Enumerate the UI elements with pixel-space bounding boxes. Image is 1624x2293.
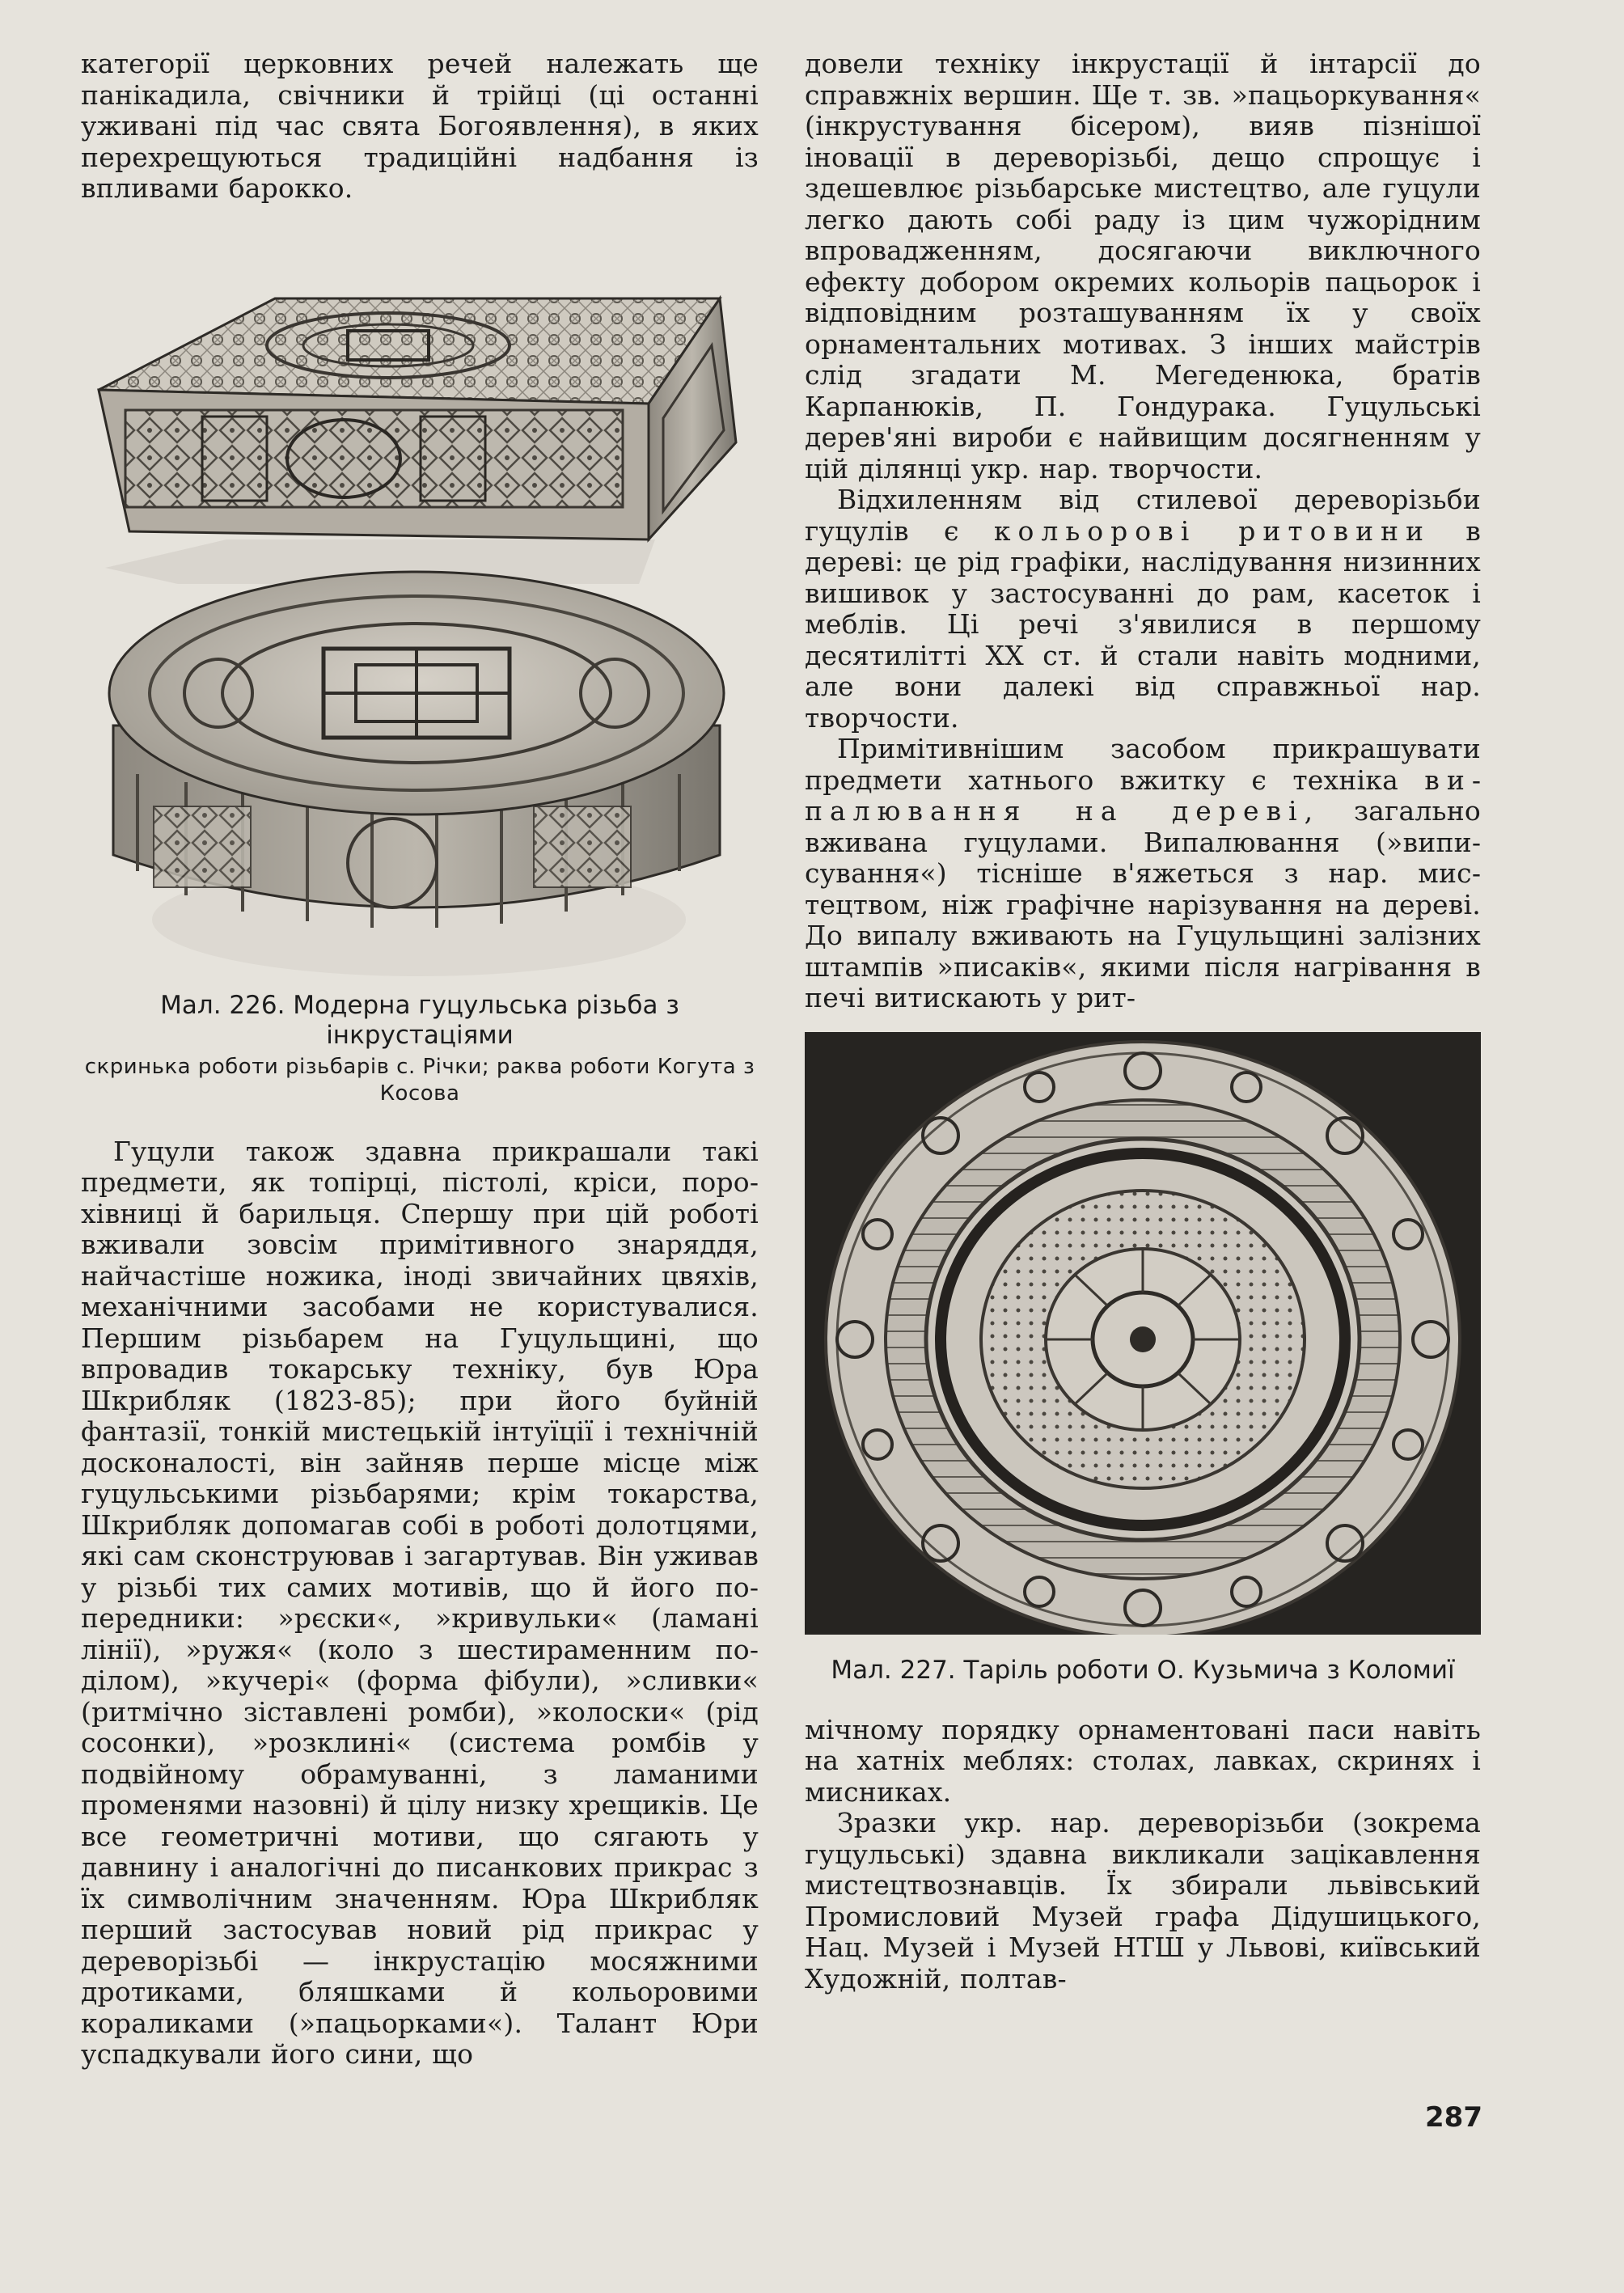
paragraph-2: [805, 484, 1481, 734]
box-illustration: [99, 298, 736, 539]
paragraph-3-emphasis: випалювання на дереві: [805, 764, 1481, 827]
paragraph-5: Зразки укр. нар. деревoрізьби (зокрема гуцульські) здавна викликали зацікавлення мистецтвознавців. Їх збирали львівський Промисловий Музей графа Дідушицького, Нац. Музей і Музей НТШ у Львові, київський Художній, полтав-: [805, 1807, 1481, 1995]
figure-227-title: Мал. 227. Таріль роботи О. Кузьмича з Коломиї: [831, 1655, 1455, 1685]
round-case-illustration: [109, 572, 724, 976]
body-text: Гуцули також здавна прикрашали такі предмети, як топірці, пістолі, кріси, порохівниці й барильця. Спершу при цій роботі вживали зовсім примітивного знаряддя, найчастіше ножика, іноді звичайних цвяхів, механічними засобами не користувалися. Першим різьбарем на Гуцульщині, що впровадив токарську техніку, був Юра Шкрибляк (1823-85); при його буйній фантазії, тонкій мистецькій інтуїції і технічній досконалості, він зайняв перше місце між гуцульськими різьбарями; крім токарства, Шкрибляк допомагав собі в роботі долотцями, які сам сконструював і загартував. Він уживав у різьбі тих самих мотивів, що й його попередники: »рєски«, »кривульки« (ламані лінії), »ружя« (коло з шестираменним поділом), »кучері« (форма фібули), »сливки« (ритмічно зіставлені ромби), »колоски« (рід сосонки), »розклині« (система ромбів у подвійному обрамуванні, з ламаними променями назовні) й цілу низку хрещиків. Це все геометричні мотиви, що сягають у давнину і аналогічні до писанкових прикрас з їх символічним значенням. Юра Шкрибляк перший застосував новий рід прикрас у деревoрізьбі — інкрустацію мосяжними дротиками, бляшками й кольоровими кораликами (»пацьорками«). Талант Юри успадкували його сини, що: [81, 1135, 759, 2070]
figure-226-image: [81, 224, 759, 976]
figure-226-caption: [81, 991, 759, 1107]
figure-227-image: [805, 1032, 1481, 1635]
intro-paragraph: [81, 49, 759, 205]
paragraph-2-start: Відхиленням від стилевої деревoрізьби гуцулів є: [805, 484, 1481, 547]
right-paragraphs-top: [805, 49, 1481, 1014]
right-column: [805, 49, 1481, 1995]
paragraph-3-start: Примітивнішим засобом прикрашувати предмети хатнього вжитку є техніка: [805, 733, 1481, 796]
paragraph-3-end: , загально вживана гуцулами. Випалювання (»виписування«) тісніше в'яжеться з нар. мистецтвом, ніж графічне нарізування на дереві. До випалу вживають на Гуцульщині залізних штампів »писаків«, якими після нагрівання в печі витискають у рит-: [805, 795, 1481, 1013]
figure-227-caption: [805, 1656, 1481, 1686]
plate-illustration: [826, 1042, 1460, 1635]
figure-226-note: скринька роботи різьбарів с. Річки; раква роботи Когута з Косова: [84, 1054, 755, 1106]
paragraph-2-emphasis: кольорові ритовини: [993, 514, 1432, 547]
left-column: [81, 49, 759, 2071]
page-number: 287: [1425, 2101, 1482, 2134]
figure-226-title: Мал. 226. Модерна гуцульська різьба з інкрустаціями: [160, 990, 679, 1050]
intro-text: категорії церковних речей належать ще панікадила, свічники й трійці (ці останні уживані під час свята Богоявлення), в яких перехрещуються традиційні надбання із впливами барокко.: [81, 48, 759, 204]
right-paragraphs-bottom: [805, 1715, 1481, 1995]
body-paragraph: [81, 1136, 759, 2071]
paragraph-4: мічному порядку орнаментовані паси навіть на хатніх меблях: столах, лавках, скринях і мисниках.: [805, 1713, 1481, 1808]
paragraph-2-end: в дереві: це рід графіки, наслідування низинних вишивок у застосуванні до рам, касеток і меблів. Ці речі з'явилися в першому десятилітті XX ст. й стали навіть модними, але вони далекі від справжньої нар. творчости.: [805, 514, 1481, 734]
paragraph-1: довели техніку інкрустації й інтарсії до справжніх вершин. Ще т. зв. »пацьоркування« (інкрустування бісером), вияв пізнішої іновації в деревoрізьбі, дещо спрощує і здешевлює різьбарське мистецтво, але гуцули легко дають собі раду із цим чужорідним впровадженням, досягаючи виключного ефекту добором окремих кольорів пацьорок і відповідним розташуванням їх у своїх орнаментальних мотивах. З інших майстрів слід згадати М. Мегеденюка, братів Карпанюків, П. Гондурака. Гуцульські дерев'яні вироби є найвищим досягненням у цій ділянці укр. нар. творчости.: [805, 48, 1481, 484]
paragraph-3: [805, 734, 1481, 1014]
